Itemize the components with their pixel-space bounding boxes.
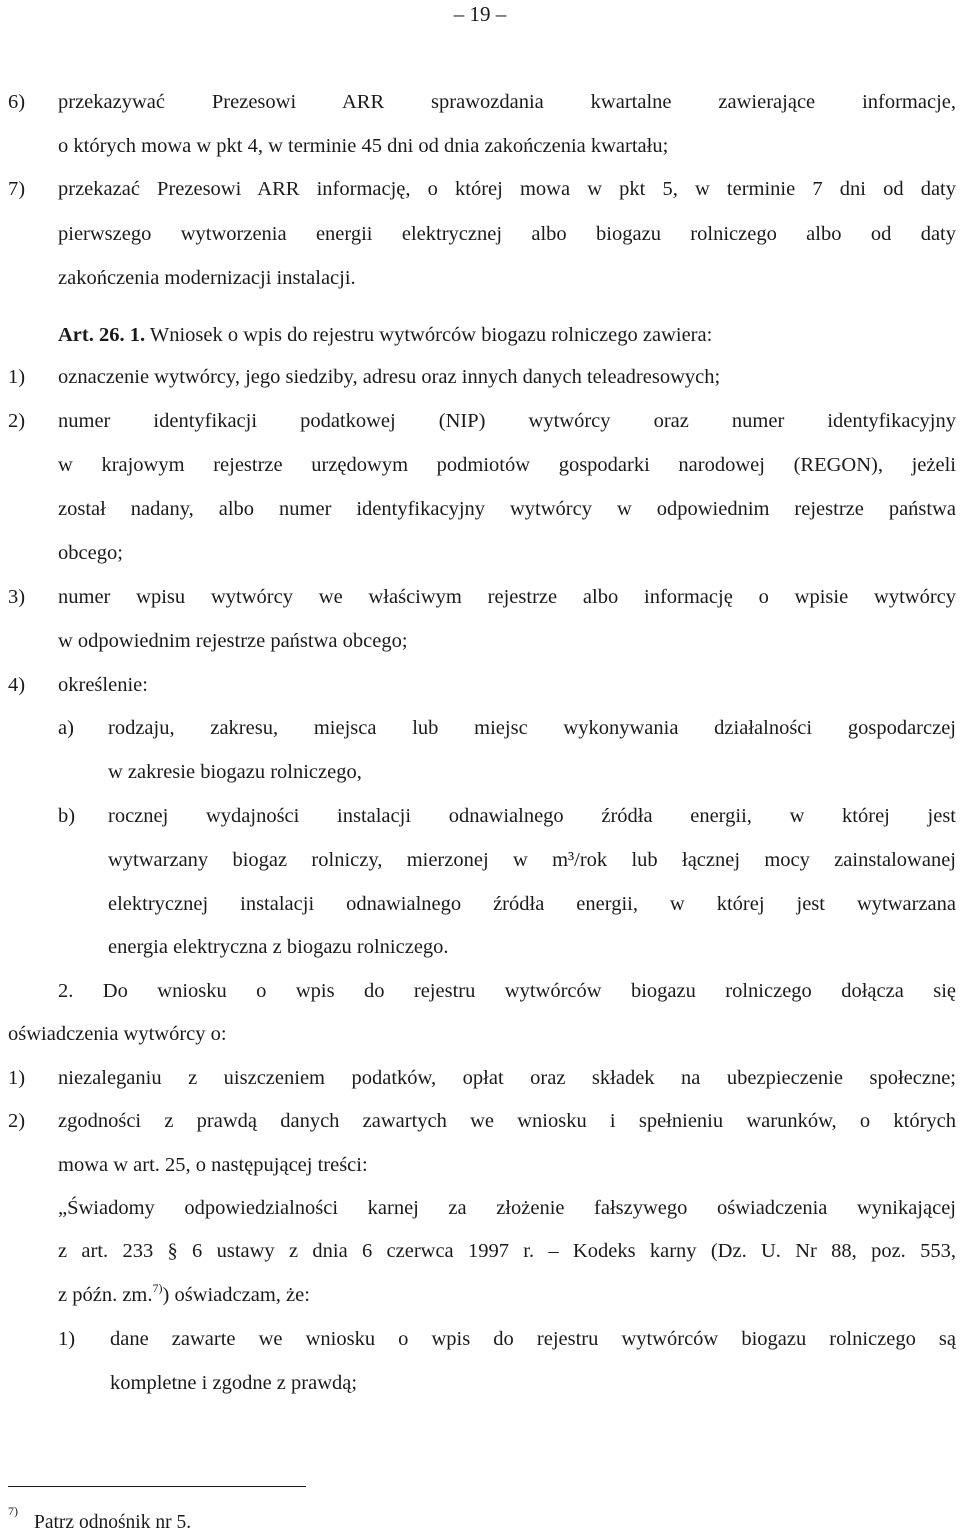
- footnote-reference: 7): [152, 1281, 163, 1295]
- text-line: rodzaju, zakresu, miejsca lub miejsc wykonywania działalności gospodarczej: [108, 717, 956, 739]
- text-line: o których mowa w pkt 4, w terminie 45 dni od dnia zakończenia kwartału;: [58, 135, 669, 157]
- text-line: z art. 233 § 6 ustawy z dnia 6 czerwca 1997 r. – Kodeks karny (Dz. U. Nr 88, poz. 553,: [58, 1240, 956, 1262]
- text-line: przekazywać Prezesowi ARR sprawozdania kwartalne zawierające informacje,: [58, 91, 956, 113]
- list-number: 1): [8, 366, 26, 388]
- text-line: określenie:: [58, 674, 148, 696]
- text-line-with-footnote: [58, 1281, 310, 1306]
- text-line: oznaczenie wytwórcy, jego siedziby, adresu oraz innych danych teleadresowych;: [58, 366, 721, 388]
- text-line: dane zawarte we wniosku o wpis do rejestru wytwórców biogazu rolniczego są: [110, 1328, 956, 1350]
- text-line: 2. Do wniosku o wpis do rejestru wytwórców biogazu rolniczego dołącza się: [58, 980, 956, 1002]
- text-line: rocznej wydajności instalacji odnawialnego źródła energii, w której jest: [108, 805, 956, 827]
- text-line: w krajowym rejestrze urzędowym podmiotów gospodarki narodowej (REGON), jeżeli: [58, 454, 956, 476]
- list-number: 2): [8, 1110, 26, 1132]
- text-line: numer identyfikacji podatkowej (NIP) wytwórcy oraz numer identyfikacyjny: [58, 410, 956, 432]
- footnote-divider: [8, 1486, 306, 1487]
- text-line: pierwszego wytworzenia energii elektrycznej albo biogazu rolniczego albo od daty: [58, 223, 956, 245]
- list-number: 1): [8, 1067, 26, 1089]
- text-line: obcego;: [58, 542, 123, 564]
- list-letter: a): [58, 717, 74, 739]
- list-number: 6): [8, 91, 26, 113]
- text-line: numer wpisu wytwórcy we właściwym rejestrze albo informację o wpisie wytwórcy: [58, 586, 956, 608]
- text-line: zgodności z prawdą danych zawartych we wniosku i spełnieniu warunków, o których: [58, 1110, 956, 1132]
- text-line: przekazać Prezesowi ARR informację, o której mowa w pkt 5, w terminie 7 dni od daty: [58, 178, 956, 200]
- page-number: – 19 –: [453, 2, 507, 26]
- list-letter: b): [58, 805, 76, 827]
- text-line: Wniosek o wpis do rejestru wytwórców biogazu rolniczego zawiera:: [145, 324, 713, 346]
- text-line: kompletne i zgodne z prawdą;: [110, 1372, 358, 1394]
- text-line: w odpowiednim rejestrze państwa obcego;: [58, 630, 408, 652]
- text-line: zakończenia modernizacji instalacji.: [58, 267, 356, 289]
- article-number: Art. 26. 1.: [58, 324, 146, 346]
- list-number: 4): [8, 674, 26, 696]
- footnote-mark: 7): [8, 1504, 18, 1518]
- list-number: 2): [8, 410, 26, 432]
- footnote-text: Patrz odnośnik nr 5.: [34, 1512, 192, 1533]
- list-number: 1): [58, 1328, 76, 1350]
- text-segment: ) oświadczam, że:: [162, 1284, 310, 1306]
- text-line: w zakresie biogazu rolniczego,: [108, 761, 362, 783]
- list-number: 3): [8, 586, 26, 608]
- text-line: mowa w art. 25, o następującej treści:: [58, 1154, 368, 1176]
- list-number: 7): [8, 178, 26, 200]
- text-line: oświadczenia wytwórcy o:: [8, 1023, 227, 1045]
- text-line: niezaleganiu z uiszczeniem podatków, opłat oraz składek na ubezpieczenie społeczne;: [58, 1067, 956, 1089]
- text-line: został nadany, albo numer identyfikacyjny wytwórcy w odpowiednim rejestrze państwa: [58, 498, 956, 520]
- text-segment: z późn. zm.: [58, 1284, 153, 1306]
- text-line: „Świadomy odpowiedzialności karnej za złożenie fałszywego oświadczenia wynikającej: [58, 1197, 956, 1219]
- text-line: wytwarzany biogaz rolniczy, mierzonej w m³/rok lub łącznej mocy zainstalowanej: [108, 849, 956, 871]
- text-line: elektrycznej instalacji odnawialnego źródła energii, w której jest wytwarzana: [108, 893, 956, 915]
- text-line: energia elektryczna z biogazu rolniczego.: [108, 936, 449, 958]
- article-heading-line: [58, 325, 712, 346]
